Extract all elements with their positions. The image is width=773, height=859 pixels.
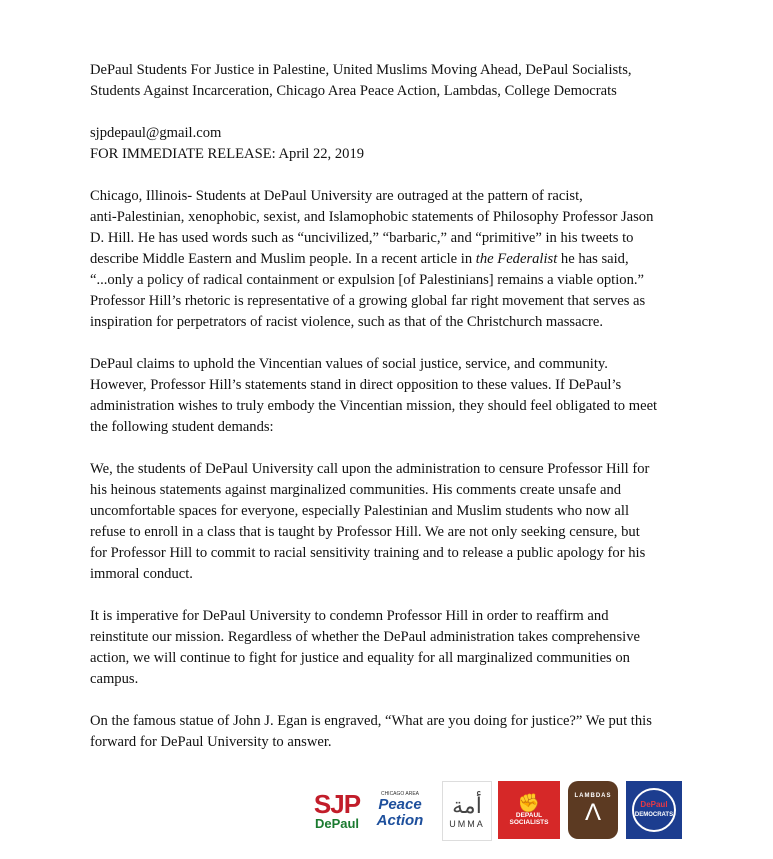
contact-block (90, 123, 710, 165)
text-line: Professor Hill’s rhetoric is representative of a growing global far right movement that serves as (90, 293, 646, 309)
text-line: It is imperative for DePaul University to condemn Professor Hill in order to reaffirm and (90, 608, 609, 624)
press-release (90, 60, 710, 774)
text-line: However, Professor Hill’s statements stand in direct opposition to these values. If DePaul’s (90, 377, 622, 393)
text-line: We, the students of DePaul University call upon the administration to censure Professor Hill for (90, 461, 650, 477)
sjp-depaul-logo (308, 781, 366, 839)
text-segment: describe Middle Eastern and Muslim people. In a recent article in (90, 251, 476, 267)
democrats-seal (632, 788, 676, 832)
text-line: campus. (90, 671, 139, 687)
paragraph-4 (90, 606, 710, 690)
paragraph-1 (90, 186, 710, 333)
sjp-logo-text: SJP (313, 788, 361, 819)
text-line: anti-Palestinian, xenophobic, sexist, and Islamophobic statements of Philosophy Professor Jason (90, 209, 654, 225)
text-segment: he has said, (557, 251, 629, 267)
democrats-text-a: DePaul (640, 800, 668, 809)
organizations-header (90, 60, 710, 102)
umma-glyph: أمة (452, 793, 482, 818)
depaul-democrats-logo (626, 781, 682, 839)
text-line: uncomfortable spaces for everyone, especially Palestinian and Muslim students who now all (90, 503, 630, 519)
peace-action-word1: Peace (378, 796, 422, 813)
lambdas-logo (568, 781, 618, 839)
release-date: FOR IMMEDIATE RELEASE: April 22, 2019 (90, 146, 365, 162)
text-line: inspiration for perpetrators of racist violence, such as that of the Christchurch massacre. (90, 314, 604, 330)
text-line: DePaul claims to uphold the Vincentian values of social justice, service, and community. (90, 356, 608, 372)
orgs-line: Students Against Incarceration, Chicago Area Peace Action, Lambdas, College Democrats (90, 83, 617, 99)
paragraph-3 (90, 459, 710, 585)
paragraph-2 (90, 354, 710, 438)
peace-action-small: CHICAGO AREA (380, 791, 420, 797)
fist-icon: ✊ (517, 793, 541, 813)
sjp-logo-subtext: DePaul (314, 815, 360, 831)
text-line: administration wishes to truly embody the Vincentian mission, they should feel obligated to meet (90, 398, 658, 414)
text-line: the following student demands: (90, 419, 274, 435)
text-line: reinstitute our mission. Regardless of whether the DePaul administration takes comprehensive (90, 629, 640, 645)
text-line: On the famous statue of John J. Egan is engraved, “What are you doing for justice?” We put this (90, 713, 652, 729)
lambda-icon: Λ (584, 799, 602, 826)
lambdas-text: LAMBDAS (574, 793, 612, 799)
contact-email: sjpdepaul@gmail.com (90, 125, 222, 141)
text-line (90, 249, 710, 270)
orgs-line: DePaul Students For Justice in Palestine, United Muslims Moving Ahead, DePaul Socialists, (90, 62, 632, 78)
text-line: action, we will continue to fight for justice and equality for all marginalized communities on (90, 650, 630, 666)
text-line: refuse to enroll in a class that is taught by Professor Hill. We are not only seeking censure, but (90, 524, 640, 540)
peace-action-logo (364, 781, 436, 839)
text-line: D. Hill. He has used words such as “uncivilized,” “barbaric,” and “primitive” in his tweets to (90, 230, 634, 246)
text-line: forward for DePaul University to answer. (90, 734, 332, 750)
publication-name: the Federalist (475, 251, 558, 267)
umma-logo (442, 781, 492, 841)
peace-action-word2: Action (376, 812, 424, 829)
sponsor-logos (300, 781, 690, 841)
paragraph-5 (90, 711, 710, 753)
text-line: immoral conduct. (90, 566, 193, 582)
democrats-text-b: DEMOCRATS (634, 812, 674, 818)
text-line: “...only a policy of radical containment or expulsion [of Palestinians] remains a viable option.” (90, 272, 644, 288)
socialists-text: DEPAUL SOCIALISTS (509, 812, 549, 826)
text-line: Chicago, Illinois- Students at DePaul University are outraged at the pattern of racist, (90, 188, 583, 204)
text-line: his heinous statements against marginalized communities. His comments create unsafe and (90, 482, 622, 498)
text-line: for Professor Hill to commit to racial sensitivity training and to release a public apology for his (90, 545, 646, 561)
umma-text: UMMA (449, 819, 485, 829)
depaul-socialists-logo (498, 781, 560, 839)
